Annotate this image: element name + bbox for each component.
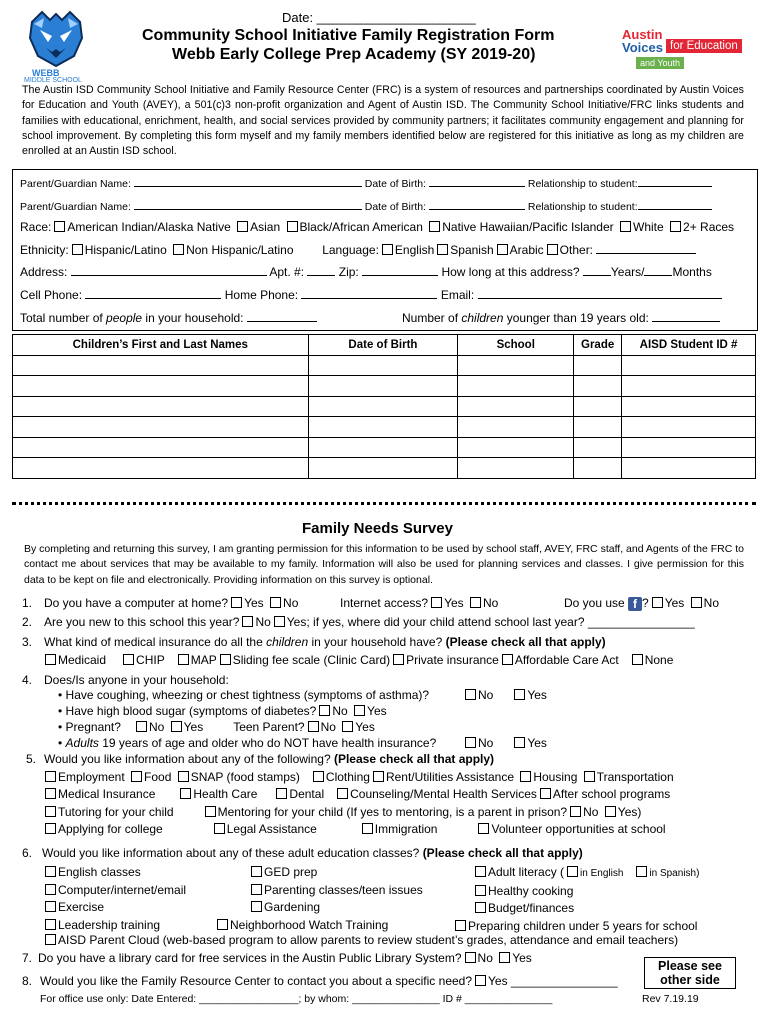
logo-text: WEBB (32, 68, 60, 78)
parent-row-2: Parent/Guardian Name: Date of Birth: Relationship to student: (20, 199, 712, 213)
table-cell[interactable] (308, 355, 458, 376)
yes-checkbox[interactable] (171, 721, 182, 732)
no-checkbox[interactable] (465, 689, 476, 700)
question-6-col-3: Adult literacy ( in English in Spanish) Healthy cooking Budget/finances Preparing children under 5 years for school (452, 864, 699, 935)
yes-checkbox[interactable] (231, 597, 242, 608)
months-field[interactable] (644, 265, 672, 276)
parent-name-field-1[interactable] (134, 176, 362, 187)
survey-title: Family Needs Survey (302, 520, 453, 537)
phone-row: Cell Phone: Home Phone: Email: (20, 288, 722, 302)
question-4a-answers: No Yes (462, 688, 547, 702)
option-checkbox[interactable] (475, 866, 486, 877)
question-5-row-3: Tutoring for your child Mentoring for your child (If yes to mentoring, is a parent in prison? No Yes) (42, 805, 641, 819)
option-checkbox[interactable] (362, 823, 373, 834)
yes-checkbox[interactable] (514, 689, 525, 700)
table-cell[interactable] (13, 417, 309, 438)
option-checkbox[interactable] (45, 823, 56, 834)
question-2: 2. Are you new to this school this year? No Yes; if yes, where did your child attend school last year? ________________ (22, 615, 695, 629)
facebook-icon: f (628, 597, 642, 611)
office-use-line: For office use only: Date Entered: _________________; by whom: _______________ ID # _______________ (40, 993, 553, 1005)
table-cell[interactable] (13, 376, 309, 397)
question-7: 7. Do you have a library card for free services in the Austin Public Library System? No Yes (22, 951, 532, 965)
table-cell[interactable] (574, 437, 622, 458)
spanish-checkbox[interactable] (636, 866, 647, 877)
question-6: 6. Would you like information about any of these adult education classes? (Please check all that apply) (22, 846, 583, 860)
table-cell[interactable] (622, 355, 756, 376)
yes-checkbox[interactable] (274, 616, 285, 627)
option-checkbox[interactable] (178, 654, 189, 665)
parent-row-1: Parent/Guardian Name: Date of Birth: Relationship to student: (20, 176, 712, 190)
question-4b: • Have high blood sugar (symptoms of diabetes? No Yes (58, 704, 387, 718)
table-cell[interactable] (622, 437, 756, 458)
table-cell[interactable] (458, 376, 574, 397)
option-checkbox[interactable] (45, 884, 56, 895)
option-checkbox[interactable] (475, 902, 486, 913)
household-row-right: Number of children younger than 19 years old: (402, 311, 720, 325)
yes-checkbox[interactable] (431, 597, 442, 608)
column-header: AISD Student ID # (622, 335, 756, 356)
no-checkbox[interactable] (465, 952, 476, 963)
zip-field[interactable] (362, 265, 438, 276)
option-checkbox[interactable] (131, 771, 142, 782)
table-cell[interactable] (308, 458, 458, 479)
ethnicity-checkbox[interactable] (72, 244, 83, 255)
option-checkbox[interactable] (540, 788, 551, 799)
parent-relationship-field-2[interactable] (638, 199, 712, 210)
option-checkbox[interactable] (520, 771, 531, 782)
yes-checkbox[interactable] (652, 597, 663, 608)
wildcat-icon (24, 8, 88, 70)
yes-checkbox[interactable] (605, 806, 616, 817)
form-title-line2: Webb Early College Prep Academy (SY 2019-20) (172, 46, 536, 63)
question-6-col-1: English classes Computer/internet/email Exercise Leadership training (42, 864, 186, 934)
ethnicity-checkbox[interactable] (173, 244, 184, 255)
column-header: School (458, 335, 574, 356)
column-header: Date of Birth (308, 335, 458, 356)
table-cell[interactable] (13, 355, 309, 376)
date-field[interactable]: Date: ______________________ (282, 10, 476, 25)
option-checkbox[interactable] (393, 654, 404, 665)
parent-dob-field-2[interactable] (429, 199, 525, 210)
yes-checkbox[interactable] (475, 975, 486, 986)
table-row (13, 458, 756, 479)
table-cell[interactable] (308, 417, 458, 438)
english-checkbox[interactable] (567, 866, 578, 877)
cut-line-divider (12, 502, 756, 505)
option-checkbox[interactable] (313, 771, 324, 782)
apt-field[interactable] (307, 265, 335, 276)
question-6-parent-cloud: AISD Parent Cloud (web-based program to allow parents to review student’s grades, attendance and email teachers) (42, 933, 678, 947)
years-field[interactable] (583, 265, 611, 276)
option-checkbox[interactable] (178, 771, 189, 782)
race-checkbox[interactable] (54, 221, 65, 232)
question-4d-answers: No Yes (462, 736, 547, 750)
table-row (13, 437, 756, 458)
option-checkbox[interactable] (455, 920, 466, 931)
option-checkbox[interactable] (220, 654, 231, 665)
logo-subtext: MIDDLE SCHOOL (24, 77, 82, 84)
table-cell[interactable] (622, 417, 756, 438)
race-checkbox[interactable] (620, 221, 631, 232)
option-checkbox[interactable] (45, 788, 56, 799)
table-row (13, 376, 756, 397)
table-cell[interactable] (574, 417, 622, 438)
option-checkbox[interactable] (45, 934, 56, 945)
table-header-row (13, 335, 756, 356)
table-cell[interactable] (622, 458, 756, 479)
no-checkbox[interactable] (242, 616, 253, 627)
household-row-left: Total number of people in your household: (20, 311, 317, 325)
parent-dob-field-1[interactable] (429, 176, 525, 187)
option-checkbox[interactable] (214, 823, 225, 834)
table-cell[interactable] (458, 355, 574, 376)
table-cell[interactable] (458, 437, 574, 458)
children-table (12, 334, 756, 479)
household-total-field[interactable] (247, 311, 317, 322)
table-cell[interactable] (458, 458, 574, 479)
address-row: Address: Apt. #: Zip: How long at this address? Years/ Months (20, 265, 712, 279)
language-checkbox[interactable] (437, 244, 448, 255)
question-4: 4. Does/Is anyone in your household: (22, 673, 229, 687)
survey-intro: By completing and returning this survey, I am granting permission for this information to be used by school staff, AVEY, FRC staff, and Agents of the FRC to contact me about services that may be available to my family. Information will also be used for planning services and classes. I give permission for this data to be kept on file and electronically. Providing information on this survey is optional. (24, 543, 744, 586)
table-cell[interactable] (574, 458, 622, 479)
table-cell[interactable] (574, 376, 622, 397)
email-field[interactable] (478, 288, 722, 299)
race-checkbox[interactable] (237, 221, 248, 232)
question-5-row-4: Applying for college Legal Assistance Immigration Volunteer opportunities at school (42, 822, 666, 836)
table-row (13, 417, 756, 438)
option-checkbox[interactable] (478, 823, 489, 834)
yes-checkbox[interactable] (354, 705, 365, 716)
question-3-options: Medicaid CHIP MAP Sliding fee scale (Clinic Card) Private insurance Affordable Care Act None (42, 653, 673, 667)
avey-logo: Austin Voices for Education and Youth (620, 27, 750, 75)
table-cell[interactable] (13, 437, 309, 458)
column-header: Grade (574, 335, 622, 356)
ethnicity-row: Ethnicity: Hispanic/Latino Non Hispanic/Latino Language: English Spanish Arabic Other: (20, 243, 696, 257)
table-cell[interactable] (13, 458, 309, 479)
option-checkbox[interactable] (180, 788, 191, 799)
question-3: 3. What kind of medical insurance do all the children in your household have? (Please check all that apply) (22, 635, 606, 649)
school-logo (24, 8, 88, 86)
cell-phone-field[interactable] (85, 288, 221, 299)
no-checkbox[interactable] (270, 597, 281, 608)
column-header: Children’s First and Last Names (13, 335, 309, 356)
language-checkbox[interactable] (497, 244, 508, 255)
option-checkbox[interactable] (45, 771, 56, 782)
revision-label: Rev 7.19.19 (642, 993, 699, 1005)
question-1-internet: Internet access? Yes No (340, 596, 499, 610)
table-cell[interactable] (13, 396, 309, 417)
table-cell[interactable] (458, 396, 574, 417)
home-phone-field[interactable] (301, 288, 437, 299)
form-title-line1: Community School Initiative Family Registration Form (142, 27, 555, 44)
table-cell[interactable] (308, 376, 458, 397)
parent-name-field-2[interactable] (134, 199, 362, 210)
no-checkbox[interactable] (470, 597, 481, 608)
address-field[interactable] (71, 265, 267, 276)
see-other-side-box: Please see other side (644, 957, 736, 989)
question-4c: • Pregnant? No Yes Teen Parent? No Yes (58, 720, 375, 734)
question-8: 8. Would you like the Family Resource Center to contact you about a specific need? Yes ________________ (22, 974, 618, 988)
no-checkbox[interactable] (308, 721, 319, 732)
question-5: 5. Would you like information about any of the following? (Please check all that apply) (26, 752, 495, 766)
language-other-field[interactable] (596, 243, 696, 254)
no-checkbox[interactable] (319, 705, 330, 716)
yes-checkbox[interactable] (499, 952, 510, 963)
yes-checkbox[interactable] (514, 737, 525, 748)
option-checkbox[interactable] (251, 884, 262, 895)
question-1-facebook: Do you use f ? Yes No (564, 596, 719, 611)
table-cell[interactable] (622, 376, 756, 397)
table-row (13, 396, 756, 417)
children-count-field[interactable] (652, 311, 720, 322)
no-checkbox[interactable] (570, 806, 581, 817)
table-cell[interactable] (574, 355, 622, 376)
table-cell[interactable] (622, 396, 756, 417)
table-cell[interactable] (574, 396, 622, 417)
option-checkbox[interactable] (45, 901, 56, 912)
option-checkbox[interactable] (584, 771, 595, 782)
question-4a: • Have coughing, wheezing or chest tightness (symptoms of asthma)? (58, 688, 430, 702)
option-checkbox[interactable] (632, 654, 643, 665)
race-checkbox[interactable] (429, 221, 440, 232)
question-5-row-2: Medical Insurance Health Care Dental Counseling/Mental Health Services After school programs (42, 787, 670, 801)
question-6-col-2: GED prep Parenting classes/teen issues Gardening Neighborhood Watch Training (214, 864, 423, 934)
option-checkbox[interactable] (502, 654, 513, 665)
no-checkbox[interactable] (136, 721, 147, 732)
table-cell[interactable] (308, 437, 458, 458)
option-checkbox[interactable] (45, 866, 56, 877)
option-checkbox[interactable] (337, 788, 348, 799)
yes-checkbox[interactable] (342, 721, 353, 732)
no-checkbox[interactable] (691, 597, 702, 608)
option-checkbox[interactable] (276, 788, 287, 799)
option-checkbox[interactable] (475, 885, 486, 896)
option-checkbox[interactable] (45, 919, 56, 930)
option-checkbox[interactable] (251, 901, 262, 912)
parent-relationship-field-1[interactable] (638, 176, 712, 187)
option-checkbox[interactable] (251, 866, 262, 877)
option-checkbox[interactable] (45, 654, 56, 665)
intro-paragraph: The Austin ISD Community School Initiative and Family Resource Center (FRC) is a system of resources and partnerships coordinated by Austin Voices for Education and Youth (AVEY), a 501(c)3 non-profit organization and Agent of Austin ISD. The Community School Initiative/FRC links students and families with educational, enrichment, health, and social services provided by community partners; it facilitates community engagement and planning for school improvement. By completing this form myself and my family members identified below are registered for this initiative as long as my children are enrolled at an Austin ISD school. (22, 84, 744, 158)
no-checkbox[interactable] (465, 737, 476, 748)
question-4d: • Adults 19 years of age and older who do NOT have health insurance? (58, 736, 437, 750)
option-checkbox[interactable] (123, 654, 134, 665)
language-checkbox[interactable] (382, 244, 393, 255)
option-checkbox[interactable] (45, 806, 56, 817)
option-checkbox[interactable] (373, 771, 384, 782)
option-checkbox[interactable] (205, 806, 216, 817)
race-checkbox[interactable] (287, 221, 298, 232)
table-cell[interactable] (458, 417, 574, 438)
option-checkbox[interactable] (217, 919, 228, 930)
table-row (13, 355, 756, 376)
race-row: Race: American Indian/Alaska Native Asian Black/African American Native Hawaiian/Pacific Islander White 2+ Races (20, 220, 735, 234)
question-5-row-1: Employment Food SNAP (food stamps) Clothing Rent/Utilities Assistance Housing Transportation (42, 770, 674, 784)
race-checkbox[interactable] (670, 221, 681, 232)
question-1: 1. Do you have a computer at home? Yes No (22, 596, 299, 610)
table-cell[interactable] (308, 396, 458, 417)
language-checkbox[interactable] (547, 244, 558, 255)
